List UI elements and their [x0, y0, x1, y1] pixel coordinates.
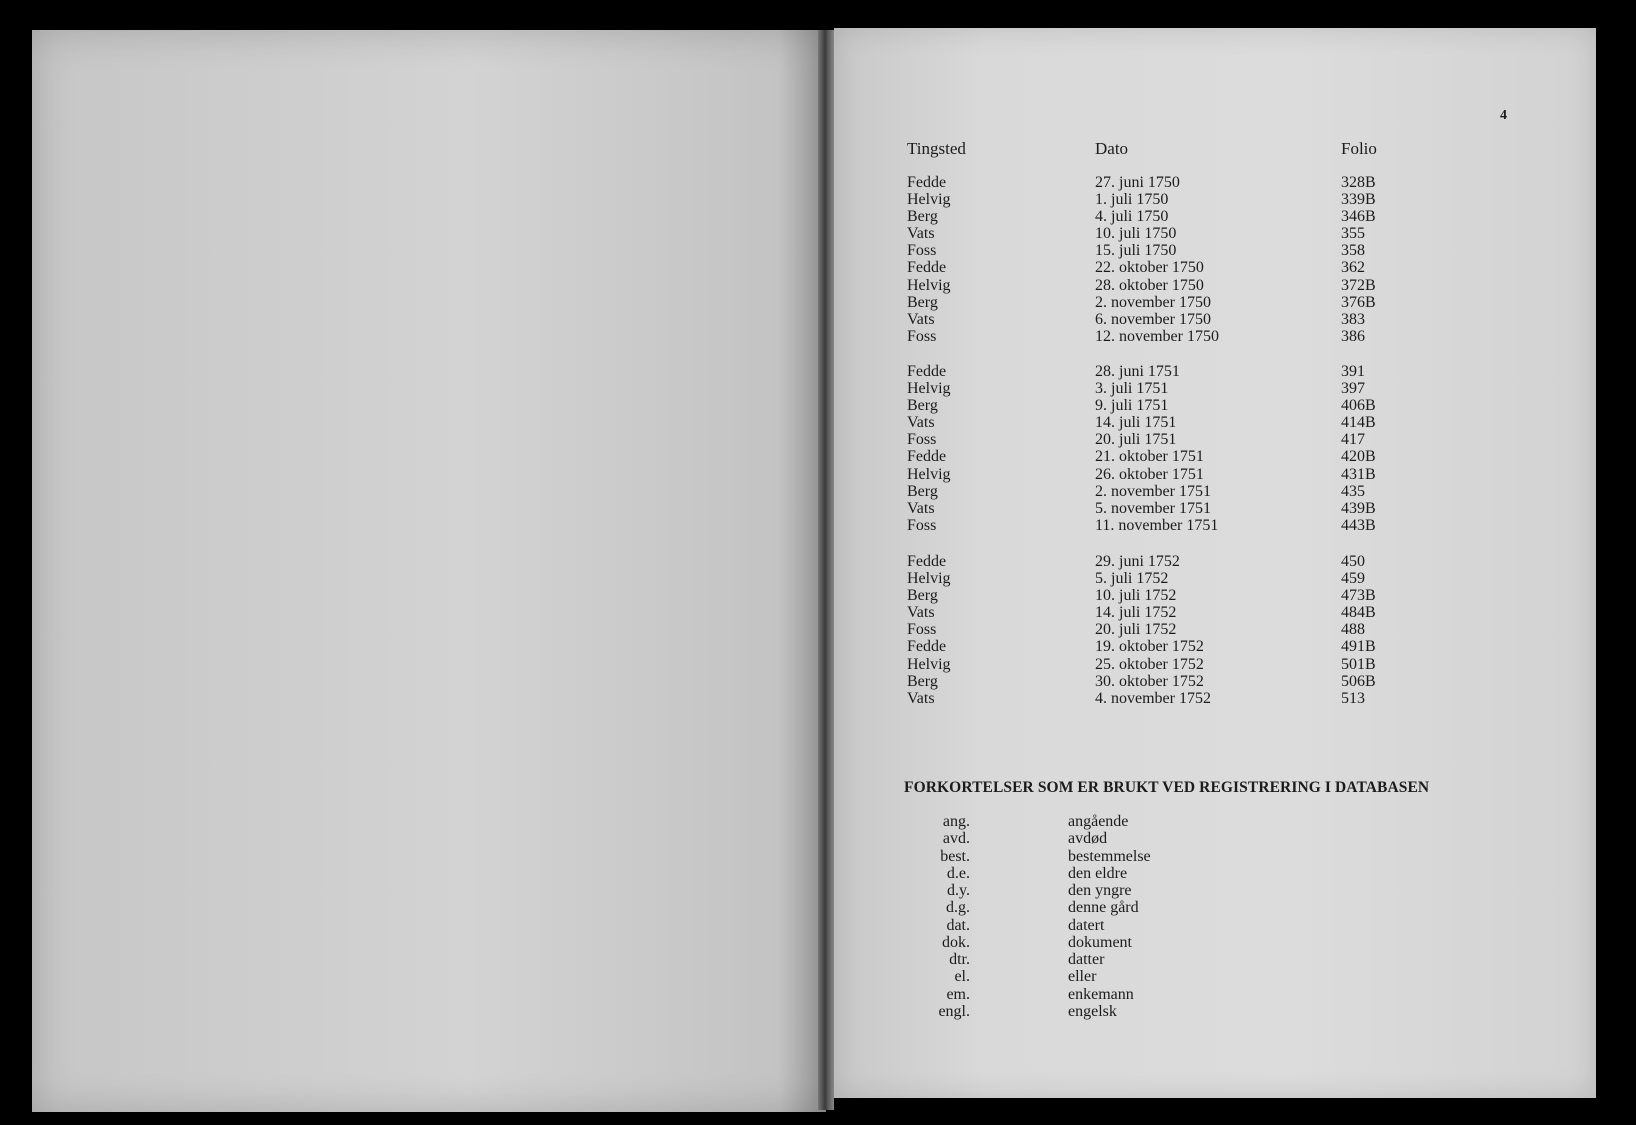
table-row — [907, 517, 1507, 534]
abbreviation: d.g. — [946, 899, 970, 917]
abbreviation-row — [940, 899, 1340, 916]
table-group-1752 — [907, 553, 1507, 707]
table-row — [907, 242, 1507, 259]
date-cell: 14. juli 1752 — [1095, 604, 1177, 622]
table-row — [907, 690, 1507, 707]
table-row — [907, 431, 1507, 448]
table-row — [907, 656, 1507, 673]
abbreviation: dok. — [942, 933, 970, 951]
abbreviation-meaning: datert — [1068, 916, 1105, 934]
table-row — [907, 363, 1507, 380]
date-cell: 5. juli 1752 — [1095, 570, 1169, 588]
folio-cell: 362 — [1341, 259, 1365, 277]
date-cell: 28. juni 1751 — [1095, 363, 1180, 380]
date-cell: 15. juli 1750 — [1095, 242, 1177, 260]
abbreviation-meaning: datter — [1068, 951, 1105, 968]
table-row — [907, 483, 1507, 500]
abbreviation: dat. — [946, 916, 970, 934]
date-cell: 27. juni 1750 — [1095, 174, 1180, 191]
abbreviation-row — [940, 1003, 1340, 1020]
table-row — [907, 673, 1507, 690]
abbreviation: dtr. — [949, 951, 970, 968]
abbreviation-row — [940, 968, 1340, 985]
abbreviation-meaning: angående — [1068, 813, 1129, 830]
table-row — [907, 294, 1507, 311]
place-cell: Foss — [907, 327, 937, 345]
abbreviation-row — [940, 951, 1340, 968]
abbreviation: d.y. — [947, 882, 970, 899]
place-cell: Berg — [907, 208, 938, 226]
book-gutter — [818, 30, 834, 1110]
table-row — [907, 277, 1507, 294]
folio-cell: 386 — [1341, 327, 1365, 345]
date-cell: 20. juli 1751 — [1095, 431, 1177, 449]
place-cell: Vats — [907, 499, 935, 517]
abbreviation-meaning: den eldre — [1068, 864, 1128, 882]
date-cell: 2. november 1751 — [1095, 482, 1211, 500]
date-cell: 10. juli 1750 — [1095, 225, 1177, 243]
place-cell: Helvig — [907, 191, 951, 209]
place-cell: Helvig — [907, 655, 951, 673]
folio-cell: 435 — [1341, 482, 1365, 500]
table-group-1750 — [907, 174, 1507, 345]
folio-cell: 488 — [1341, 621, 1365, 639]
folio-cell: 439B — [1341, 499, 1376, 517]
place-cell: Fedde — [907, 259, 947, 277]
abbreviation-row — [940, 882, 1340, 899]
folio-cell: 501B — [1341, 655, 1376, 673]
folio-cell: 339B — [1341, 191, 1376, 209]
date-cell: 2. november 1750 — [1095, 293, 1211, 311]
folio-cell: 406B — [1341, 397, 1376, 415]
date-cell: 5. november 1751 — [1095, 499, 1211, 517]
abbreviation-row — [940, 830, 1340, 847]
place-cell: Berg — [907, 672, 938, 690]
place-cell: Helvig — [907, 380, 951, 398]
abbreviation: d.e. — [946, 864, 970, 882]
table-row — [907, 466, 1507, 483]
date-cell: 30. oktober 1752 — [1095, 672, 1204, 690]
table-row — [907, 414, 1507, 431]
place-cell: Vats — [907, 689, 935, 707]
header-folio: Folio — [1341, 139, 1377, 158]
table-row — [907, 380, 1507, 397]
place-cell: Berg — [907, 293, 938, 311]
abbreviation-row — [940, 865, 1340, 882]
place-cell: Fedde — [907, 174, 947, 191]
folio-cell: 473B — [1341, 587, 1376, 605]
place-cell: Foss — [907, 516, 937, 534]
date-cell: 21. oktober 1751 — [1095, 448, 1204, 466]
place-cell: Helvig — [907, 465, 951, 483]
date-cell: 19. oktober 1752 — [1095, 638, 1204, 656]
place-cell: Foss — [907, 242, 937, 260]
place-cell: Helvig — [907, 570, 951, 588]
table-row — [907, 448, 1507, 465]
date-cell: 1. juli 1750 — [1095, 191, 1169, 209]
date-cell: 4. juli 1750 — [1095, 208, 1169, 226]
table-row — [907, 621, 1507, 638]
folio-cell: 391 — [1341, 363, 1365, 380]
folio-cell: 420B — [1341, 448, 1376, 466]
abbreviation-meaning: denne gård — [1068, 899, 1139, 917]
date-cell: 29. juni 1752 — [1095, 553, 1180, 570]
place-cell: Berg — [907, 587, 938, 605]
abbreviations-title: FORKORTELSER SOM ER BRUKT VED REGISTRERING I DATABASEN — [904, 779, 1430, 796]
date-cell: 20. juli 1752 — [1095, 621, 1177, 639]
date-cell: 10. juli 1752 — [1095, 587, 1177, 605]
table-row — [907, 311, 1507, 328]
date-cell: 25. oktober 1752 — [1095, 655, 1204, 673]
date-cell: 26. oktober 1751 — [1095, 465, 1204, 483]
abbreviation-meaning: enkemann — [1068, 985, 1134, 1003]
page-number: 4 — [1500, 108, 1507, 123]
abbreviation-meaning: den yngre — [1068, 882, 1132, 899]
folio-cell: 417 — [1341, 431, 1365, 449]
folio-cell: 459 — [1341, 570, 1365, 588]
place-cell: Vats — [907, 604, 935, 622]
date-cell: 22. oktober 1750 — [1095, 259, 1204, 277]
abbreviation-row — [940, 934, 1340, 951]
table-row — [907, 604, 1507, 621]
place-cell: Foss — [907, 431, 937, 449]
table-row — [907, 553, 1507, 570]
place-cell: Fedde — [907, 448, 947, 466]
abbreviation: engl. — [938, 1002, 970, 1020]
folio-cell: 491B — [1341, 638, 1376, 656]
folio-cell: 506B — [1341, 672, 1376, 690]
abbreviations-list — [940, 813, 1340, 1020]
abbreviation-meaning: eller — [1068, 968, 1097, 986]
place-cell: Helvig — [907, 276, 951, 294]
abbreviation-row — [940, 917, 1340, 934]
date-cell: 6. november 1750 — [1095, 310, 1211, 328]
folio-cell: 513 — [1341, 689, 1365, 707]
abbreviation-meaning: bestemmelse — [1068, 847, 1151, 865]
table-row — [907, 208, 1507, 225]
place-cell: Fedde — [907, 363, 947, 380]
place-cell: Berg — [907, 482, 938, 500]
folio-cell: 346B — [1341, 208, 1376, 226]
folio-cell: 358 — [1341, 242, 1365, 260]
abbreviation: em. — [946, 985, 970, 1003]
table-row — [907, 638, 1507, 655]
header-tingsted: Tingsted — [907, 139, 966, 158]
table-row — [907, 225, 1507, 242]
abbreviation: ang. — [942, 813, 970, 830]
abbreviation-row — [940, 813, 1340, 830]
abbreviation-row — [940, 848, 1340, 865]
abbreviation-meaning: dokument — [1068, 933, 1132, 951]
table-row — [907, 570, 1507, 587]
left-page-blank — [32, 30, 826, 1112]
table-row — [907, 174, 1507, 191]
folio-cell: 328B — [1341, 174, 1376, 191]
table-row — [907, 191, 1507, 208]
abbreviation: best. — [940, 847, 970, 865]
table-row — [907, 500, 1507, 517]
abbreviation-row — [940, 986, 1340, 1003]
date-cell: 3. juli 1751 — [1095, 380, 1169, 398]
date-cell: 9. juli 1751 — [1095, 397, 1169, 415]
folio-cell: 443B — [1341, 516, 1376, 534]
folio-cell: 376B — [1341, 293, 1376, 311]
folio-cell: 355 — [1341, 225, 1365, 243]
table-row — [907, 587, 1507, 604]
abbreviation-meaning: avdød — [1068, 830, 1108, 848]
header-dato: Dato — [1095, 139, 1129, 158]
table-row — [907, 259, 1507, 276]
table-row — [907, 328, 1507, 345]
place-cell: Foss — [907, 621, 937, 639]
date-cell: 28. oktober 1750 — [1095, 276, 1204, 294]
folio-cell: 372B — [1341, 276, 1376, 294]
place-cell: Berg — [907, 397, 938, 415]
folio-cell: 431B — [1341, 465, 1376, 483]
place-cell: Vats — [907, 310, 935, 328]
date-cell: 11. november 1751 — [1095, 516, 1219, 534]
folio-cell: 414B — [1341, 414, 1376, 432]
folio-cell: 397 — [1341, 380, 1365, 398]
abbreviation: el. — [954, 968, 970, 986]
place-cell: Vats — [907, 225, 935, 243]
date-cell: 12. november 1750 — [1095, 327, 1219, 345]
place-cell: Fedde — [907, 553, 947, 570]
place-cell: Vats — [907, 414, 935, 432]
date-cell: 4. november 1752 — [1095, 689, 1211, 707]
date-cell: 14. juli 1751 — [1095, 414, 1177, 432]
table-row — [907, 397, 1507, 414]
abbreviation: avd. — [942, 830, 970, 848]
folio-cell: 450 — [1341, 553, 1365, 570]
place-cell: Fedde — [907, 638, 947, 656]
folio-cell: 484B — [1341, 604, 1376, 622]
folio-cell: 383 — [1341, 310, 1365, 328]
table-group-1751 — [907, 363, 1507, 534]
abbreviation-meaning: engelsk — [1068, 1002, 1117, 1020]
